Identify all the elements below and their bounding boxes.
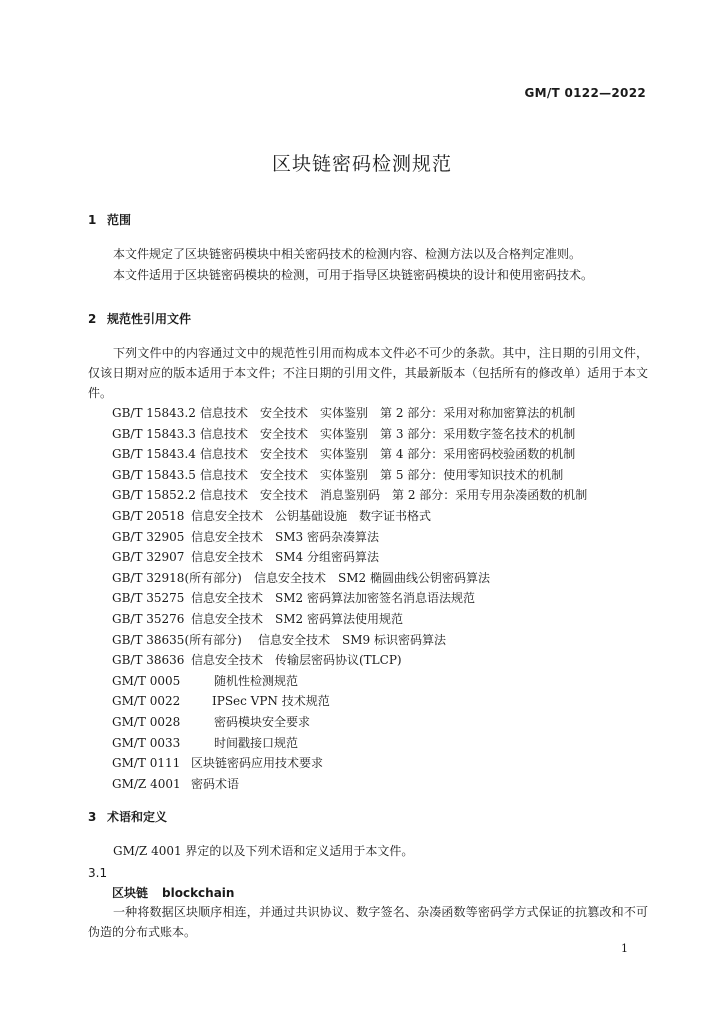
- ref-code: GB/T 15843.4: [112, 447, 196, 462]
- ref-code: GB/T 15852.2: [112, 488, 196, 503]
- terms-intro: GM/Z 4001 界定的以及下列术语和定义适用于本文件。: [113, 844, 414, 858]
- ref-title: 密码模块安全要求: [214, 714, 311, 729]
- list-item: [112, 444, 587, 465]
- reference-list: [112, 403, 587, 794]
- list-item: [112, 465, 587, 486]
- ref-code: GB/T 38636: [112, 653, 185, 668]
- ref-code: GB/T 35275: [112, 591, 185, 606]
- list-item: [112, 712, 587, 733]
- list-item: [112, 588, 587, 609]
- list-item: [112, 485, 587, 506]
- document-title: 区块链密码检测规范: [271, 153, 452, 175]
- normative-intro: 下列文件中的内容通过文中的规范性引用而构成本文件必不可少的条款。其中，注日期的引用文件，仅该日期对应的版本适用于本文件；不注日期的引用文件，其最新版本（包括所有的修改单）适用于本文件。: [88, 346, 648, 400]
- ref-title: 信息安全技术 SM2 密码算法加密签名消息语法规范: [191, 591, 475, 606]
- ref-title: 区块链密码应用技术要求: [191, 756, 324, 771]
- ref-title: 信息技术 安全技术 实体鉴别 第 5 部分：使用零知识技术的机制: [200, 467, 564, 482]
- ref-title: 信息安全技术 SM2 椭圆曲线公钥密码算法: [254, 570, 490, 585]
- ref-code: GM/T 0005: [112, 673, 181, 688]
- ref-code: GB/T 35276: [112, 611, 185, 626]
- term-english: blockchain: [162, 886, 235, 900]
- ref-title: 随机性检测规范: [214, 673, 299, 688]
- list-item: [112, 753, 587, 774]
- term-entry: [112, 884, 234, 901]
- section-number: 2: [88, 312, 97, 326]
- ref-title: 信息技术 安全技术 实体鉴别 第 4 部分：采用密码校验函数的机制: [200, 447, 576, 462]
- ref-title: 信息安全技术 SM9 标识密码算法: [258, 632, 446, 647]
- ref-code: GB/T 15843.2: [112, 406, 196, 420]
- ref-title: IPSec VPN 技术规范: [212, 694, 330, 709]
- ref-title: 密码术语: [191, 776, 240, 791]
- section-heading-scope: [88, 211, 131, 228]
- list-item: [112, 671, 587, 692]
- ref-title: 时间戳接口规范: [214, 735, 299, 750]
- ref-code: GB/T 32905: [112, 529, 185, 544]
- list-item: [112, 609, 587, 630]
- ref-code: GB/T 20518: [112, 508, 185, 523]
- page-number: 1: [621, 942, 628, 955]
- section-number: 3: [88, 810, 97, 824]
- ref-title: 信息安全技术 公钥基础设施 数字证书格式: [191, 508, 432, 523]
- ref-code: GB/T 38635(所有部分): [112, 632, 242, 647]
- list-item: [112, 733, 587, 754]
- list-item: [112, 691, 587, 712]
- ref-code: GM/T 0022: [112, 694, 181, 709]
- subsection-number: 3.1: [88, 866, 108, 880]
- scope-paragraph-1: 本文件规定了区块链密码模块中相关密码技术的检测内容、检测方法以及合格判定准则。: [113, 247, 582, 261]
- ref-title: 信息安全技术 SM3 密码杂凑算法: [191, 529, 379, 544]
- ref-title: 信息技术 安全技术 消息鉴别码 第 2 部分：采用专用杂凑函数的机制: [200, 488, 588, 503]
- ref-code: GB/T 32918(所有部分): [112, 570, 242, 585]
- list-item: [112, 527, 587, 548]
- term-definition: 一种将数据区块顺序相连，并通过共识协议、数字签名、杂凑函数等密码学方式保证的抗篡改和不可伪造的分布式账本。: [88, 905, 648, 939]
- ref-title: 信息安全技术 SM4 分组密码算法: [191, 550, 379, 565]
- list-item: [112, 774, 587, 795]
- section-title: 范围: [107, 213, 132, 227]
- list-item: [112, 547, 587, 568]
- section-number: 1: [88, 213, 97, 227]
- section-heading-normative: [88, 310, 191, 327]
- list-item: [112, 506, 587, 527]
- ref-code: GM/T 0028: [112, 714, 181, 729]
- term-chinese: 区块链: [112, 886, 149, 900]
- ref-code: GB/T 15843.5: [112, 467, 196, 482]
- ref-code: GB/T 32907: [112, 550, 185, 565]
- section-heading-terms: [88, 808, 167, 825]
- list-item: [112, 568, 587, 589]
- list-item: [112, 403, 587, 424]
- ref-title: 信息技术 安全技术 实体鉴别 第 2 部分：采用对称加密算法的机制: [200, 406, 576, 420]
- standard-code: GM/T 0122—2022: [524, 86, 646, 100]
- section-title: 术语和定义: [107, 810, 168, 824]
- ref-code: GM/T 0033: [112, 735, 181, 750]
- list-item: [112, 424, 587, 445]
- list-item: [112, 630, 587, 651]
- ref-title: 信息安全技术 SM2 密码算法使用规范: [191, 611, 403, 626]
- list-item: [112, 650, 587, 671]
- ref-code: GM/Z 4001: [112, 776, 181, 791]
- ref-code: GB/T 15843.3: [112, 426, 196, 441]
- section-title: 规范性引用文件: [107, 312, 192, 326]
- ref-code: GM/T 0111: [112, 756, 181, 771]
- ref-title: 信息安全技术 传输层密码协议(TLCP): [191, 653, 402, 668]
- scope-paragraph-2: 本文件适用于区块链密码模块的检测，可用于指导区块链密码模块的设计和使用密码技术。: [113, 268, 594, 282]
- ref-title: 信息技术 安全技术 实体鉴别 第 3 部分：采用数字签名技术的机制: [200, 426, 576, 441]
